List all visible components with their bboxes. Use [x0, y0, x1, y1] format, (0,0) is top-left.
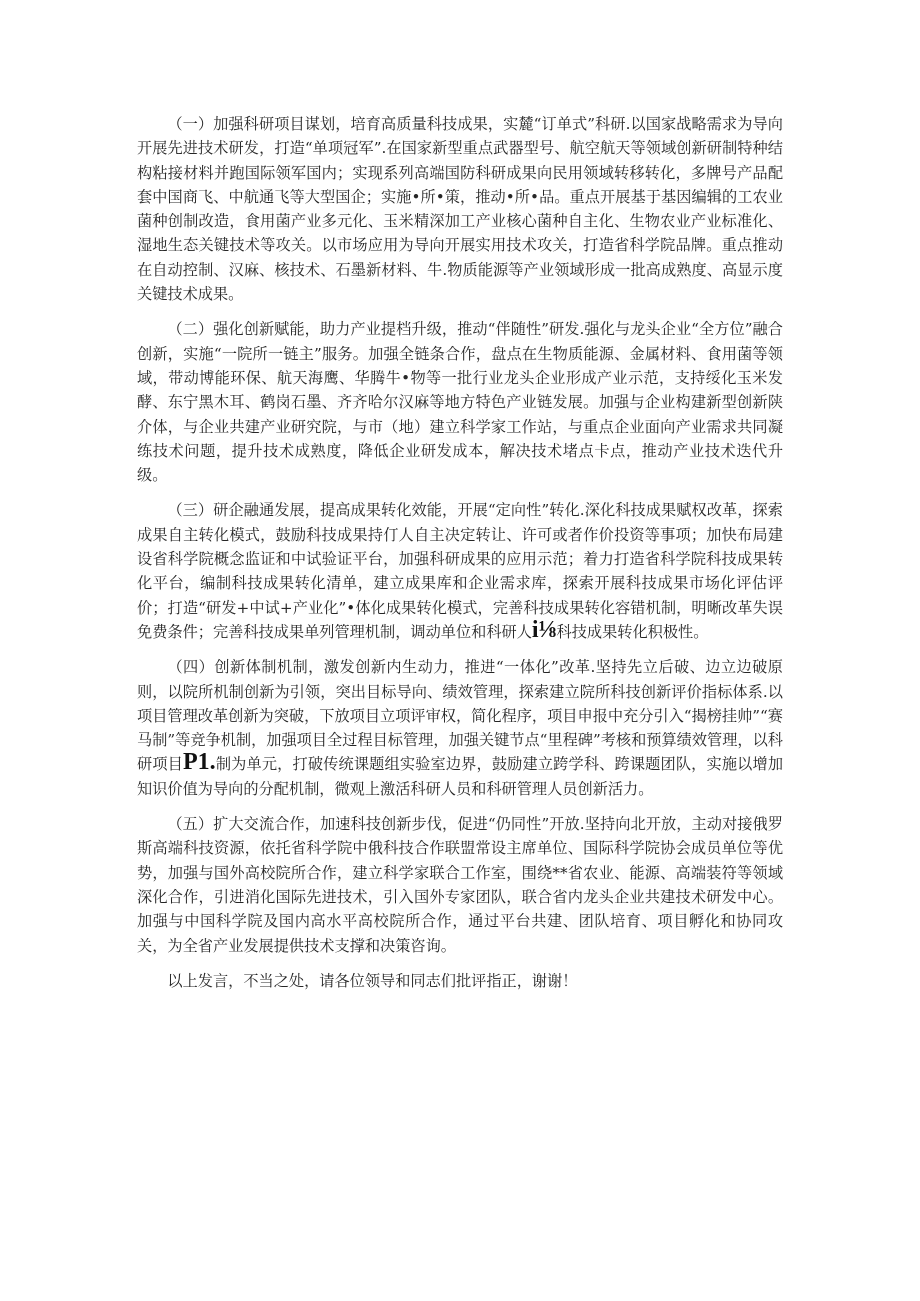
paragraph-2-text: （二）强化创新赋能，助力产业提档升级，推动“伴随性”研发.强化与龙头企业“全方位”融合创新，实施“一院所一链主”服务。加强全链条合作，盘点在生物质能源、金属材料、食用菌等领域，带动博能环保、航天海鹰、华腾牛•物等一批行业龙头企业形成产业示范，支持绥化玉米发酵、东宁黑木耳、鹤岗石墨、齐齐哈尔汉麻等地方特色产业链发展。加强与企业构建新型创新陕介体，与企业共建产业研究院，与市（地）建立科学家工作站，与重点企业面向产业需求共同凝练技术问题，提升技术成熟度，降低企业研发成本，解决技术堵点卡点，推动产业技术迭代升级。	[137, 320, 783, 485]
closing-text: 以上发言，不当之处，请各位领导和同志们批评指正，谢谢！	[167, 971, 578, 990]
paragraph-3	[137, 498, 783, 644]
paragraph-5-text: （五）扩大交流合作，加速科技创新步伐，促进“仍同性”开放.坚持向北开放，主动对接俄罗斯高端科技资源，依托省科学院中俄科技合作联盟常设主席单位、国际科学院协会成员单位等优势，加强与国外高校院所合作，建立科学家联合工作室，围绕**省农业、能源、高端装符等领域深化合作，引进消化国际先进技术，引入国外专家团队，联合省内龙头企业共建技术研发中心。加强与中国科学院及国内高水平高校院所合作，通过平台共建、团队培育、项目孵化和协同攻关，为全省产业发展提供技术支撑和决策咨询。	[137, 815, 783, 955]
paragraph-4	[137, 655, 783, 801]
paragraph-1-text: （一）加强科研项目谋划，培育高质量科技成果，实麓“订单式”科研.以国家战略需求为导向开展先进技术研发，打造“单项冠军”.在国家新型重点武器型号、航空航天等领域创新研制特种结构粘接材料并跑国际领军国内；实现系列高端国防科研成果向民用领域转移转化，多牌号产品配套中国商飞、中航通飞等大型国企；实施•所•策，推动•所•品。重点开展基于基因编辑的工农业菌种创制改造，食用菌产业多元化、玉米精深加工产业核心菌种自主化、生物农业产业标准化、湿地生态关键技术等攻关。以市场应用为导向开展实用技术攻关，打造省科学院品牌。重点推动在自动控制、汉麻、核技术、石墨新材料、牛.物质能源等产业领域形成一批高成熟度、高显示度关键技术成果。	[137, 115, 783, 304]
paragraph-5	[137, 812, 783, 958]
garbled-glyph: i⅛	[531, 616, 557, 643]
paragraph-4-text-b: 制为单元，打破传统课题组实验室边界，鼓励建立跨学科、跨课题团队，实施以增加知识价值为导向的分配机制，微观上激活科研人员和科研管理人员创新活力。	[137, 755, 784, 798]
paragraph-4-text-a: （四）创新体制机制，激发创新内生动力，推进“一体化”改革.坚持先立后破、边立边破原则，以院所机制创新为引领，突出目标导向、绩效管理，探索建立院所科技创新评价指标体系.以项目管理改革创新为突破，下放项目立项评审权，简化程序，项目申报中充分引入“揭榜挂帅”“赛马制”等竞争机制，加强项目全过程目标管理，加强关键节点“里程碑”考核和预算绩效管理，以科研项目	[137, 658, 783, 774]
paragraph-2	[137, 317, 783, 487]
paragraph-3-text-b: 科技成果转化积极性。	[556, 622, 709, 641]
paragraph-1	[137, 112, 783, 306]
paragraph-3-text-a: （三）研企融通发展，提高成果转化效能，开展“定向性”转化.深化科技成果赋权改革，探索成果自主转化模式，鼓励科技成果持仃人自主决定转让、许可或者作价投资等事项；加快布局建设省科学院概念监证和中试验证平台，加强科研成果的应用示范；着力打造省科学院科技成果转化平台，编制科技成果转化清单，建立成果库和企业需求库，探索开展科技成果市场化评估评价；打造“研发+中试+产业化”•体化成果转化模式，完善科技成果转化容错机制，明晰改革失误免费条件；完善科技成果单列管理机制，调动单位和科研人	[137, 501, 783, 641]
document-body	[137, 112, 783, 1004]
garbled-glyph: P1.	[183, 749, 216, 776]
closing-remark	[137, 969, 783, 993]
